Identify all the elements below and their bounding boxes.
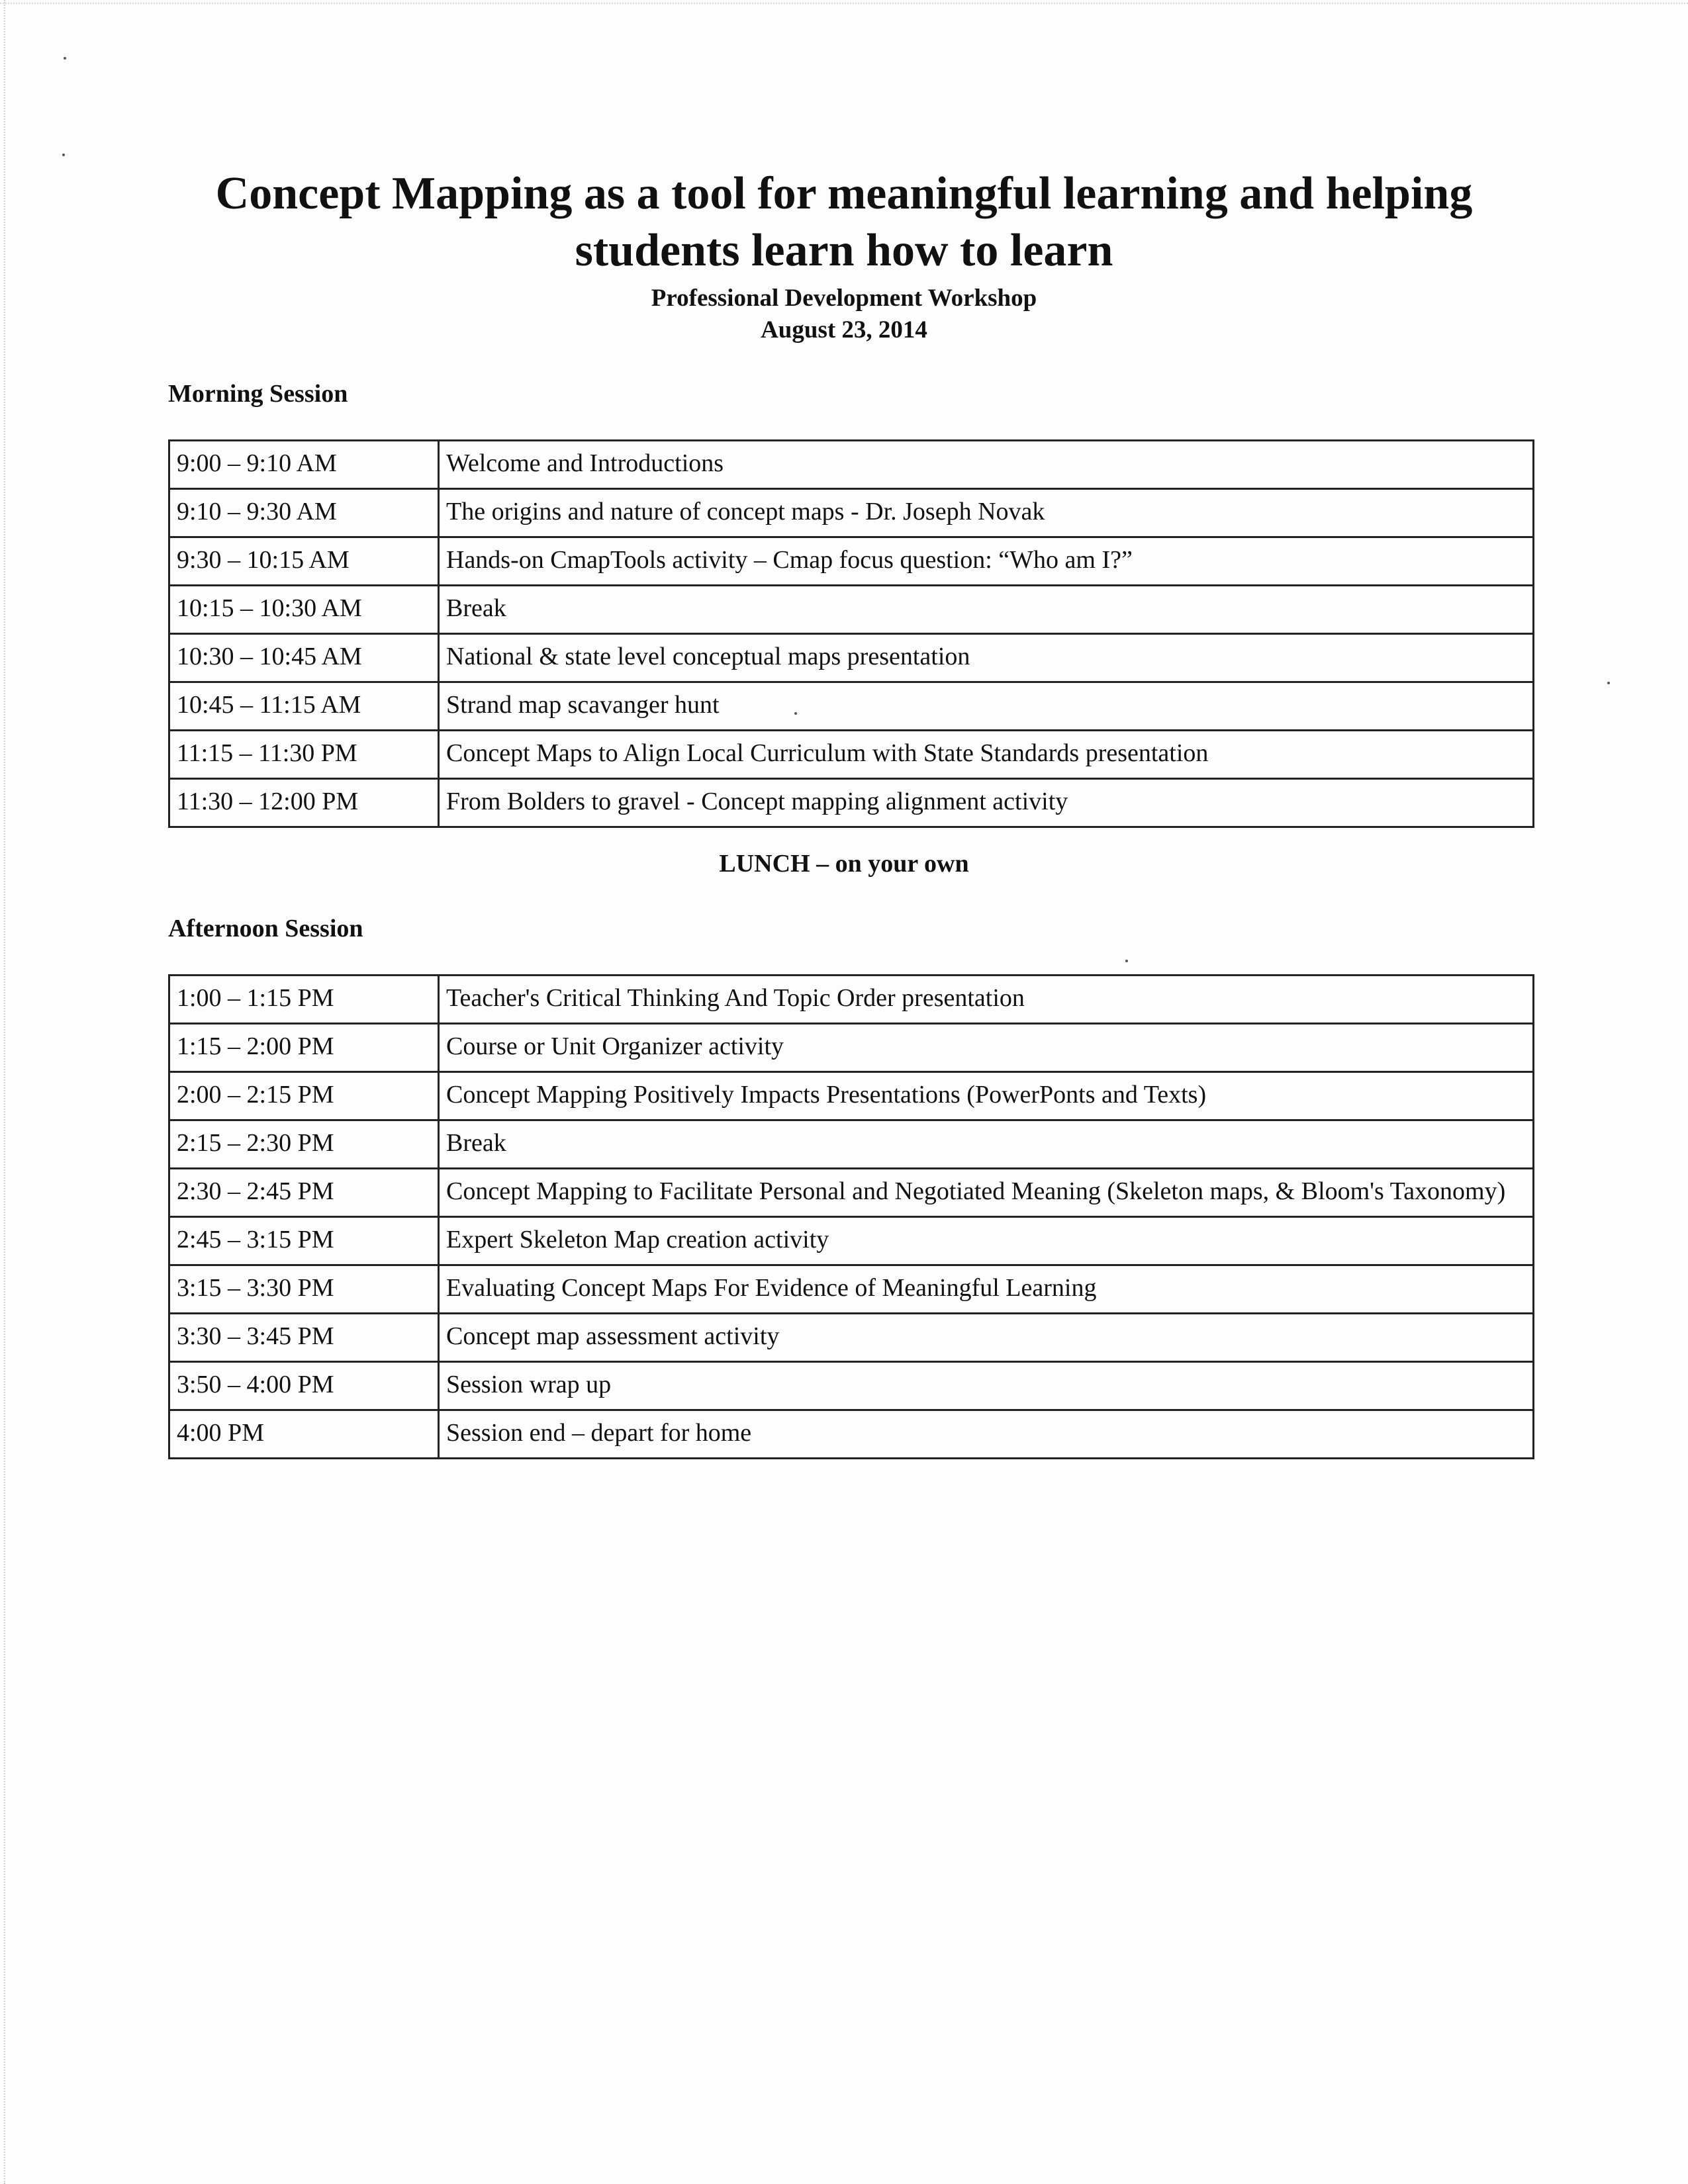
activity-cell: Expert Skeleton Map creation activity bbox=[439, 1217, 1534, 1265]
activity-cell: The origins and nature of concept maps - Dr. Joseph Novak bbox=[439, 489, 1534, 537]
scan-speck bbox=[1125, 960, 1128, 962]
scan-speck bbox=[1607, 682, 1610, 684]
activity-cell: Teacher's Critical Thinking And Topic Order presentation bbox=[439, 976, 1534, 1024]
scan-edge-top bbox=[0, 0, 1688, 4]
table-row bbox=[169, 586, 1534, 634]
time-cell: 1:00 – 1:15 PM bbox=[169, 976, 439, 1024]
activity-cell: Course or Unit Organizer activity bbox=[439, 1024, 1534, 1072]
activity-cell: Break bbox=[439, 1120, 1534, 1169]
time-cell: 10:30 – 10:45 AM bbox=[169, 634, 439, 682]
activity-cell: Hands-on CmapTools activity – Cmap focus question: “Who am I?” bbox=[439, 537, 1534, 586]
activity-cell: National & state level conceptual maps presentation bbox=[439, 634, 1534, 682]
time-cell: 3:30 – 3:45 PM bbox=[169, 1314, 439, 1362]
table-row bbox=[169, 489, 1534, 537]
time-cell: 9:00 – 9:10 AM bbox=[169, 441, 439, 489]
afternoon-session-heading: Afternoon Session bbox=[168, 915, 363, 942]
time-cell: 11:30 – 12:00 PM bbox=[169, 779, 439, 827]
table-row bbox=[169, 1024, 1534, 1072]
time-cell: 9:10 – 9:30 AM bbox=[169, 489, 439, 537]
afternoon-schedule-table bbox=[168, 974, 1534, 1459]
activity-cell: From Bolders to gravel - Concept mapping alignment activity bbox=[439, 779, 1534, 827]
activity-cell: Strand map scavanger hunt bbox=[439, 682, 1534, 731]
table-row bbox=[169, 537, 1534, 586]
activity-cell: Session wrap up bbox=[439, 1362, 1534, 1410]
table-row bbox=[169, 1362, 1534, 1410]
time-cell: 2:15 – 2:30 PM bbox=[169, 1120, 439, 1169]
page-title: Concept Mapping as a tool for meaningful learning and helping students learn how to learn bbox=[215, 168, 1473, 276]
activity-cell: Session end – depart for home bbox=[439, 1410, 1534, 1459]
table-row bbox=[169, 731, 1534, 779]
time-cell: 11:15 – 11:30 PM bbox=[169, 731, 439, 779]
scan-edge-left bbox=[0, 0, 5, 2184]
scan-speck bbox=[64, 57, 66, 60]
table-row bbox=[169, 1072, 1534, 1120]
morning-schedule-table bbox=[168, 439, 1534, 828]
time-cell: 2:45 – 3:15 PM bbox=[169, 1217, 439, 1265]
table-row bbox=[169, 1265, 1534, 1314]
table-row bbox=[169, 441, 1534, 489]
activity-cell: Concept Mapping to Facilitate Personal and Negotiated Meaning (Skeleton maps, & Bloom's Taxonomy) bbox=[439, 1169, 1534, 1217]
table-row bbox=[169, 779, 1534, 827]
table-row bbox=[169, 1217, 1534, 1265]
activity-cell: Concept Maps to Align Local Curriculum with State Standards presentation bbox=[439, 731, 1534, 779]
time-cell: 10:45 – 11:15 AM bbox=[169, 682, 439, 731]
table-row bbox=[169, 682, 1534, 731]
table-row bbox=[169, 1314, 1534, 1362]
table-row bbox=[169, 1169, 1534, 1217]
time-cell: 3:50 – 4:00 PM bbox=[169, 1362, 439, 1410]
time-cell: 4:00 PM bbox=[169, 1410, 439, 1459]
time-cell: 2:00 – 2:15 PM bbox=[169, 1072, 439, 1120]
time-cell: 1:15 – 2:00 PM bbox=[169, 1024, 439, 1072]
activity-cell: Welcome and Introductions bbox=[439, 441, 1534, 489]
activity-cell: Evaluating Concept Maps For Evidence of Meaningful Learning bbox=[439, 1265, 1534, 1314]
morning-session-heading: Morning Session bbox=[168, 380, 348, 408]
table-row bbox=[169, 1410, 1534, 1459]
workshop-subtitle: Professional Development Workshop bbox=[651, 285, 1037, 312]
activity-cell: Concept map assessment activity bbox=[439, 1314, 1534, 1362]
activity-cell: Concept Mapping Positively Impacts Presentations (PowerPonts and Texts) bbox=[439, 1072, 1534, 1120]
time-cell: 2:30 – 2:45 PM bbox=[169, 1169, 439, 1217]
workshop-date: August 23, 2014 bbox=[761, 316, 927, 343]
time-cell: 9:30 – 10:15 AM bbox=[169, 537, 439, 586]
time-cell: 3:15 – 3:30 PM bbox=[169, 1265, 439, 1314]
activity-cell: Break bbox=[439, 586, 1534, 634]
table-row bbox=[169, 976, 1534, 1024]
lunch-break-note: LUNCH – on your own bbox=[719, 850, 969, 878]
table-row bbox=[169, 634, 1534, 682]
table-row bbox=[169, 1120, 1534, 1169]
scan-speck bbox=[62, 154, 65, 156]
time-cell: 10:15 – 10:30 AM bbox=[169, 586, 439, 634]
